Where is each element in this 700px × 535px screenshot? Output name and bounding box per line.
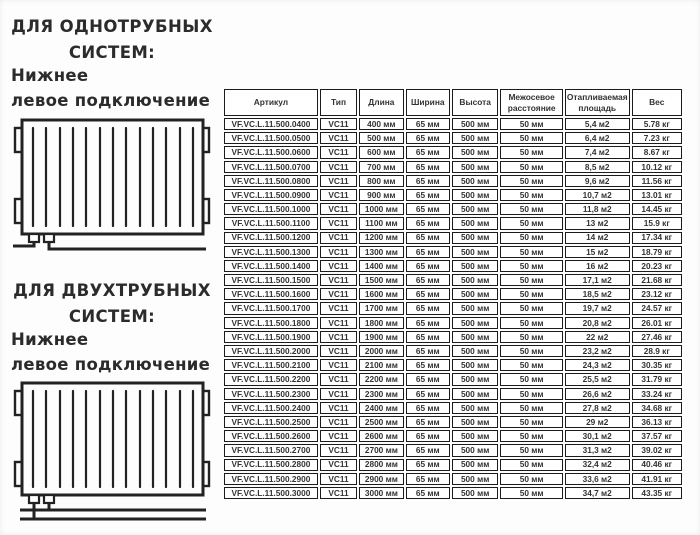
table-cell: VF.VC.L.11.500.0400 <box>224 118 318 130</box>
table-cell: 500 мм <box>452 246 498 258</box>
table-cell: 23,2 м2 <box>565 345 630 357</box>
table-cell: 500 мм <box>452 459 498 471</box>
table-cell: VC11 <box>320 473 357 485</box>
table-cell: 50 мм <box>500 359 563 371</box>
table-cell: VC11 <box>320 359 357 371</box>
spec-table <box>222 87 684 501</box>
column-header: Межосевое расстояние <box>500 89 563 116</box>
table-row <box>224 274 682 286</box>
table-cell: 1700 мм <box>359 302 403 314</box>
table-cell: VF.VC.L.11.500.2700 <box>224 444 318 456</box>
table-row <box>224 260 682 272</box>
table-cell: 65 мм <box>406 203 450 215</box>
table-cell: 1300 мм <box>359 246 403 258</box>
table-cell: 25,5 м2 <box>565 373 630 385</box>
table-cell: 50 мм <box>500 146 563 158</box>
table-cell: 900 мм <box>359 189 403 201</box>
table-cell: VC11 <box>320 402 357 414</box>
spec-table-container <box>222 87 684 501</box>
table-cell: 50 мм <box>500 232 563 244</box>
table-cell: 65 мм <box>406 345 450 357</box>
table-cell: VF.VC.L.11.500.0700 <box>224 161 318 173</box>
table-cell: VC11 <box>320 302 357 314</box>
table-cell: VC11 <box>320 175 357 187</box>
table-row <box>224 217 682 229</box>
table-cell: VC11 <box>320 189 357 201</box>
table-cell: 31.79 кг <box>632 373 683 385</box>
table-cell: 41.91 кг <box>632 473 683 485</box>
table-cell: 7.23 кг <box>632 132 683 144</box>
table-cell: 65 мм <box>406 217 450 229</box>
table-cell: 500 мм <box>452 203 498 215</box>
table-cell: VF.VC.L.11.500.3000 <box>224 487 318 499</box>
table-row <box>224 146 682 158</box>
table-cell: VC11 <box>320 260 357 272</box>
table-cell: 18.79 кг <box>632 246 683 258</box>
section-subheading-single-pipe <box>11 63 226 113</box>
table-cell: 15.9 кг <box>632 217 683 229</box>
table-cell: VF.VC.L.11.500.2500 <box>224 416 318 428</box>
table-cell: 700 мм <box>359 161 403 173</box>
table-cell: 500 мм <box>452 189 498 201</box>
table-cell: 2600 мм <box>359 430 403 442</box>
table-cell: 500 мм <box>452 118 498 130</box>
table-cell: VF.VC.L.11.500.1000 <box>224 203 318 215</box>
table-row <box>224 175 682 187</box>
table-cell: 33,6 м2 <box>565 473 630 485</box>
table-row <box>224 373 682 385</box>
table-row <box>224 487 682 499</box>
table-row <box>224 132 682 144</box>
table-row <box>224 416 682 428</box>
table-cell: VC11 <box>320 345 357 357</box>
table-cell: 50 мм <box>500 161 563 173</box>
table-cell: VF.VC.L.11.500.0800 <box>224 175 318 187</box>
table-cell: 34,7 м2 <box>565 487 630 499</box>
table-row <box>224 359 682 371</box>
table-cell: 500 мм <box>452 388 498 400</box>
table-cell: 8.67 кг <box>632 146 683 158</box>
table-row <box>224 288 682 300</box>
table-cell: 21.68 кг <box>632 274 683 286</box>
table-row <box>224 189 682 201</box>
table-cell: 50 мм <box>500 459 563 471</box>
table-cell: 2700 мм <box>359 444 403 456</box>
table-cell: VF.VC.L.11.500.1500 <box>224 274 318 286</box>
table-cell: VC11 <box>320 146 357 158</box>
table-cell: 500 мм <box>452 260 498 272</box>
table-cell: 1400 мм <box>359 260 403 272</box>
table-cell: 9,6 м2 <box>565 175 630 187</box>
table-cell: VF.VC.L.11.500.1800 <box>224 317 318 329</box>
table-cell: 20,8 м2 <box>565 317 630 329</box>
table-cell: 24.57 кг <box>632 302 683 314</box>
table-cell: 65 мм <box>406 373 450 385</box>
radiator-two-pipe-diagram <box>10 378 214 528</box>
table-cell: 31,3 м2 <box>565 444 630 456</box>
radiator-two-pipe-icon <box>10 378 214 528</box>
table-cell: 16 м2 <box>565 260 630 272</box>
table-row <box>224 444 682 456</box>
table-cell: 65 мм <box>406 232 450 244</box>
heading-line: СИСТЕМ: <box>68 43 156 62</box>
table-cell: 65 мм <box>406 402 450 414</box>
table-cell: VF.VC.L.11.500.2300 <box>224 388 318 400</box>
subheading-line: левое подключение <box>11 91 211 110</box>
table-cell: VF.VC.L.11.500.0500 <box>224 132 318 144</box>
table-cell: VF.VC.L.11.500.1700 <box>224 302 318 314</box>
table-cell: 65 мм <box>406 260 450 272</box>
spec-table-body <box>224 118 682 499</box>
table-cell: 500 мм <box>452 331 498 343</box>
table-row <box>224 232 682 244</box>
column-header: Артикул <box>224 89 318 116</box>
table-row <box>224 473 682 485</box>
table-cell: 50 мм <box>500 473 563 485</box>
table-cell: VC11 <box>320 373 357 385</box>
table-row <box>224 402 682 414</box>
table-cell: 50 мм <box>500 175 563 187</box>
table-row <box>224 317 682 329</box>
column-header: Длина <box>359 89 403 116</box>
table-cell: 50 мм <box>500 217 563 229</box>
table-cell: 23.12 кг <box>632 288 683 300</box>
table-cell: 50 мм <box>500 402 563 414</box>
table-cell: 50 мм <box>500 388 563 400</box>
table-cell: VF.VC.L.11.500.2200 <box>224 373 318 385</box>
table-cell: 26.01 кг <box>632 317 683 329</box>
table-cell: 33.24 кг <box>632 388 683 400</box>
table-row <box>224 118 682 130</box>
table-cell: 500 мм <box>452 317 498 329</box>
table-cell: 17.34 кг <box>632 232 683 244</box>
radiator-single-pipe-icon <box>10 113 214 253</box>
table-cell: VF.VC.L.11.500.0600 <box>224 146 318 158</box>
table-cell: 50 мм <box>500 246 563 258</box>
table-cell: 1900 мм <box>359 331 403 343</box>
table-cell: VC11 <box>320 430 357 442</box>
column-header: Высота <box>452 89 498 116</box>
table-cell: 40.46 кг <box>632 459 683 471</box>
table-cell: 50 мм <box>500 302 563 314</box>
table-cell: 50 мм <box>500 189 563 201</box>
table-cell: 22 м2 <box>565 331 630 343</box>
table-cell: 2200 мм <box>359 373 403 385</box>
column-header: Вес <box>632 89 683 116</box>
table-cell: 500 мм <box>452 359 498 371</box>
table-cell: 2300 мм <box>359 388 403 400</box>
table-cell: 65 мм <box>406 359 450 371</box>
table-row <box>224 203 682 215</box>
table-cell: 1100 мм <box>359 217 403 229</box>
table-cell: 1800 мм <box>359 317 403 329</box>
table-cell: 500 мм <box>452 161 498 173</box>
table-cell: 17,1 м2 <box>565 274 630 286</box>
table-cell: 5.78 кг <box>632 118 683 130</box>
table-cell: VF.VC.L.11.500.1600 <box>224 288 318 300</box>
table-row <box>224 388 682 400</box>
table-row <box>224 459 682 471</box>
table-cell: 500 мм <box>452 416 498 428</box>
table-row <box>224 345 682 357</box>
table-cell: 65 мм <box>406 175 450 187</box>
table-cell: 500 мм <box>452 217 498 229</box>
table-cell: 1000 мм <box>359 203 403 215</box>
table-row <box>224 302 682 314</box>
table-cell: 50 мм <box>500 430 563 442</box>
table-cell: 20.23 кг <box>632 260 683 272</box>
table-cell: 65 мм <box>406 146 450 158</box>
table-cell: 500 мм <box>452 302 498 314</box>
table-cell: VC11 <box>320 132 357 144</box>
table-cell: VF.VC.L.11.500.0900 <box>224 189 318 201</box>
table-cell: 500 мм <box>452 487 498 499</box>
table-cell: VF.VC.L.11.500.2900 <box>224 473 318 485</box>
table-cell: VF.VC.L.11.500.2100 <box>224 359 318 371</box>
table-cell: 500 мм <box>452 288 498 300</box>
table-cell: 14 м2 <box>565 232 630 244</box>
table-cell: VC11 <box>320 459 357 471</box>
table-cell: 65 мм <box>406 459 450 471</box>
table-cell: VF.VC.L.11.500.1300 <box>224 246 318 258</box>
table-cell: 2900 мм <box>359 473 403 485</box>
table-cell: VC11 <box>320 161 357 173</box>
table-cell: 14.45 кг <box>632 203 683 215</box>
table-cell: VC11 <box>320 246 357 258</box>
table-cell: 2800 мм <box>359 459 403 471</box>
table-cell: 65 мм <box>406 317 450 329</box>
table-cell: 50 мм <box>500 274 563 286</box>
table-cell: 2500 мм <box>359 416 403 428</box>
table-cell: VC11 <box>320 444 357 456</box>
table-cell: 65 мм <box>406 246 450 258</box>
table-cell: 65 мм <box>406 487 450 499</box>
table-cell: 50 мм <box>500 203 563 215</box>
table-cell: VF.VC.L.11.500.2400 <box>224 402 318 414</box>
table-cell: 11,8 м2 <box>565 203 630 215</box>
table-cell: 65 мм <box>406 118 450 130</box>
table-cell: 39.02 кг <box>632 444 683 456</box>
table-cell: 6,4 м2 <box>565 132 630 144</box>
table-cell: 65 мм <box>406 388 450 400</box>
table-cell: 50 мм <box>500 416 563 428</box>
table-cell: VC11 <box>320 416 357 428</box>
table-cell: 500 мм <box>452 274 498 286</box>
table-row <box>224 430 682 442</box>
table-cell: 65 мм <box>406 189 450 201</box>
table-cell: 1600 мм <box>359 288 403 300</box>
table-cell: 65 мм <box>406 331 450 343</box>
table-cell: 50 мм <box>500 345 563 357</box>
table-cell: 500 мм <box>452 402 498 414</box>
table-cell: VF.VC.L.11.500.2800 <box>224 459 318 471</box>
table-cell: 65 мм <box>406 161 450 173</box>
table-cell: VC11 <box>320 203 357 215</box>
table-cell: 30.35 кг <box>632 359 683 371</box>
table-cell: VC11 <box>320 274 357 286</box>
table-cell: 2000 мм <box>359 345 403 357</box>
table-cell: 50 мм <box>500 331 563 343</box>
table-cell: 500 мм <box>452 146 498 158</box>
table-row <box>224 161 682 173</box>
section-heading-two-pipe <box>6 278 218 330</box>
table-cell: VF.VC.L.11.500.1100 <box>224 217 318 229</box>
table-cell: 18,5 м2 <box>565 288 630 300</box>
table-cell: VC11 <box>320 288 357 300</box>
table-cell: 1500 мм <box>359 274 403 286</box>
table-cell: 24,3 м2 <box>565 359 630 371</box>
table-cell: 32,4 м2 <box>565 459 630 471</box>
table-cell: 500 мм <box>452 373 498 385</box>
table-cell: 65 мм <box>406 473 450 485</box>
table-cell: 13.01 кг <box>632 189 683 201</box>
table-cell: 400 мм <box>359 118 403 130</box>
table-cell: 500 мм <box>452 430 498 442</box>
table-cell: 50 мм <box>500 260 563 272</box>
table-cell: 500 мм <box>452 175 498 187</box>
table-cell: 50 мм <box>500 288 563 300</box>
table-cell: VC11 <box>320 331 357 343</box>
table-cell: 50 мм <box>500 317 563 329</box>
heading-line: ДЛЯ ДВУХТРУБНЫХ <box>13 281 211 300</box>
table-cell: 500 мм <box>452 473 498 485</box>
table-cell: 28.9 кг <box>632 345 683 357</box>
column-header: Тип <box>320 89 357 116</box>
table-cell: 27,8 м2 <box>565 402 630 414</box>
table-row <box>224 246 682 258</box>
table-cell: 600 мм <box>359 146 403 158</box>
heading-line: ДЛЯ ОДНОТРУБНЫХ <box>11 17 213 36</box>
table-cell: 50 мм <box>500 132 563 144</box>
table-cell: 65 мм <box>406 288 450 300</box>
table-cell: 500 мм <box>452 232 498 244</box>
table-cell: 2400 мм <box>359 402 403 414</box>
table-cell: 65 мм <box>406 132 450 144</box>
table-cell: 2100 мм <box>359 359 403 371</box>
table-cell: VC11 <box>320 388 357 400</box>
table-cell: 26,6 м2 <box>565 388 630 400</box>
table-cell: 43.35 кг <box>632 487 683 499</box>
table-cell: 1200 мм <box>359 232 403 244</box>
table-cell: 3000 мм <box>359 487 403 499</box>
table-cell: 500 мм <box>452 132 498 144</box>
table-cell: 5,4 м2 <box>565 118 630 130</box>
table-cell: 29 м2 <box>565 416 630 428</box>
table-cell: 27.46 кг <box>632 331 683 343</box>
subheading-line: Нижнее <box>11 330 89 349</box>
radiator-single-pipe-diagram <box>10 113 214 253</box>
table-cell: 34.68 кг <box>632 402 683 414</box>
subheading-line: Нижнее <box>11 66 89 85</box>
table-cell: 65 мм <box>406 444 450 456</box>
section-subheading-two-pipe <box>11 327 226 377</box>
table-header-row <box>224 89 682 116</box>
table-cell: 65 мм <box>406 274 450 286</box>
table-cell: 10.12 кг <box>632 161 683 173</box>
table-cell: 19,7 м2 <box>565 302 630 314</box>
table-row <box>224 331 682 343</box>
table-cell: 500 мм <box>452 444 498 456</box>
table-cell: VF.VC.L.11.500.2000 <box>224 345 318 357</box>
table-cell: 50 мм <box>500 487 563 499</box>
table-cell: VC11 <box>320 487 357 499</box>
table-cell: 800 мм <box>359 175 403 187</box>
table-cell: VF.VC.L.11.500.1200 <box>224 232 318 244</box>
table-cell: 15 м2 <box>565 246 630 258</box>
table-cell: VC11 <box>320 217 357 229</box>
column-header: Отапливаемая площадь <box>565 89 630 116</box>
table-cell: 13 м2 <box>565 217 630 229</box>
table-cell: VC11 <box>320 118 357 130</box>
table-cell: 500 мм <box>452 345 498 357</box>
section-heading-single-pipe <box>6 14 218 66</box>
table-cell: VC11 <box>320 317 357 329</box>
table-cell: 50 мм <box>500 444 563 456</box>
table-cell: 37.57 кг <box>632 430 683 442</box>
table-cell: 36.13 кг <box>632 416 683 428</box>
table-cell: 11.56 кг <box>632 175 683 187</box>
table-cell: 65 мм <box>406 302 450 314</box>
table-cell: 500 мм <box>359 132 403 144</box>
table-cell: 50 мм <box>500 118 563 130</box>
table-cell: 10,7 м2 <box>565 189 630 201</box>
column-header: Ширина <box>406 89 450 116</box>
table-cell: 50 мм <box>500 373 563 385</box>
table-cell: 65 мм <box>406 416 450 428</box>
table-cell: VC11 <box>320 232 357 244</box>
table-cell: VF.VC.L.11.500.1900 <box>224 331 318 343</box>
subheading-line: левое подключение <box>11 355 211 374</box>
table-cell: VF.VC.L.11.500.2600 <box>224 430 318 442</box>
table-cell: 8,5 м2 <box>565 161 630 173</box>
table-cell: VF.VC.L.11.500.1400 <box>224 260 318 272</box>
heading-line: СИСТЕМ: <box>68 307 156 326</box>
table-cell: 65 мм <box>406 430 450 442</box>
table-cell: 30,1 м2 <box>565 430 630 442</box>
table-cell: 7,4 м2 <box>565 146 630 158</box>
